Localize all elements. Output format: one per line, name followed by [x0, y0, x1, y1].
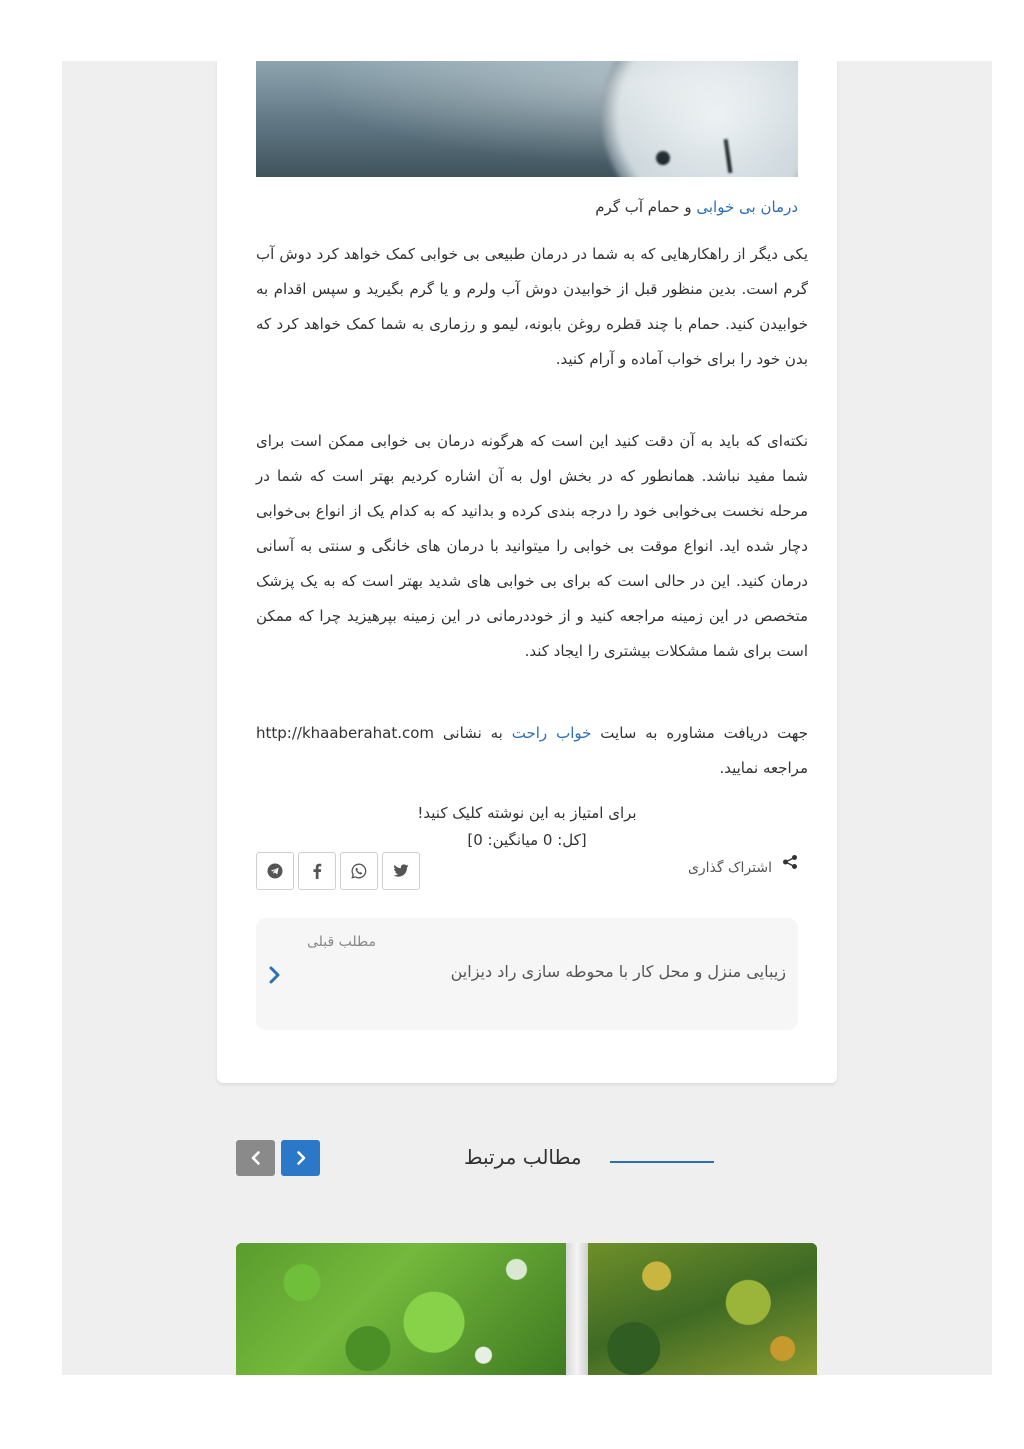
related-posts-title: مطالب مرتبط [464, 1145, 582, 1169]
green-wall-left [236, 1243, 566, 1375]
rating-summary: [کل: 0 میانگین: 0] [467, 831, 587, 849]
caption-link[interactable]: درمان بی خوابی [696, 198, 798, 216]
green-wall-right [588, 1243, 817, 1375]
whatsapp-share-button[interactable] [340, 852, 378, 890]
title-underline [610, 1161, 714, 1163]
previous-post-title[interactable]: زیبایی منزل و محل کار با محوطه سازی راد دیزاین [450, 962, 786, 981]
chevron-left-icon [250, 1150, 262, 1166]
paragraph-3-text-start: جهت دریافت مشاوره به سایت [591, 724, 808, 742]
share-bar [256, 852, 798, 892]
chevron-right-icon[interactable] [268, 966, 282, 984]
paragraph-3-text-end: مراجعه نمایید. [719, 759, 808, 777]
share-buttons [256, 852, 420, 890]
share-icon [782, 854, 798, 870]
previous-post-label: مطلب قبلی [306, 934, 376, 950]
article-paragraph-3 [256, 716, 808, 786]
whatsapp-icon [351, 863, 367, 879]
facebook-icon [312, 863, 322, 879]
previous-post-card[interactable] [256, 918, 798, 1030]
share-label: اشتراک گذاری [687, 860, 772, 876]
related-next-button[interactable] [281, 1140, 320, 1176]
image-caption [256, 196, 798, 218]
site-url: http://khaaberahat.com [256, 724, 435, 742]
telegram-icon [267, 863, 283, 879]
rating-prompt[interactable]: برای امتیاز به این نوشته کلیک کنید! [417, 804, 637, 822]
article-paragraph-2: نکته‌ای که باید به آن دقت کنید این است که هرگونه درمان بی خوابی ممکن است برای شما مفید نباشد. همانطور که در بخش اول به آن اشاره کردیم بهتر است که شما در مرحله نخست بی‌خوابی خود را درجه بندی کرده و بدانید که به کدام یک از انواع بی‌خوابی دچار شده اید. انواع موقت بی خوابی را میتوانید با درمان های خانگی و سنتی به آسانی درمان کنید. این در حالی است که برای بی خوابی های شدید بهتر است که به یک پزشک متخصص در این زمینه مراجعه کنید و از خوددرمانی در این زمینه بپرهیزید چرا که ممکن است برای شما مشکلات بیشتری را ایجاد کند. [256, 432, 808, 660]
related-post-image-green-wall[interactable] [236, 1243, 817, 1375]
article-paragraph-1: یکی دیگر از راهکارهایی که به شما در درمان طبیعی بی خوابی کمک خواهد کرد دوش آب گرم است. بدین منظور قبل از خوابیدن دوش آب ولرم و یا گرم بگیرید و سپس اقدام به خوابیدن کنید. حمام با چند قطره روغن بابونه، لیمو و رزماری به شما کمک خواهد کرد که بدن خود را برای خواب آماده و آرام کنید. [256, 245, 808, 368]
paragraph-3-text-middle: به نشانی [434, 724, 512, 742]
telegram-share-button[interactable] [256, 852, 294, 890]
twitter-share-button[interactable] [382, 852, 420, 890]
chevron-right-icon [295, 1150, 307, 1166]
facebook-share-button[interactable] [298, 852, 336, 890]
khaaberahat-link[interactable]: خواب راحت [511, 724, 592, 742]
caption-text: و حمام آب گرم [595, 198, 697, 216]
article-image-clock [256, 61, 798, 177]
related-prev-button[interactable] [236, 1140, 275, 1176]
related-posts-header [236, 1137, 816, 1179]
wall-divider [566, 1243, 588, 1375]
twitter-icon [393, 864, 409, 878]
rating-widget[interactable] [256, 800, 798, 854]
